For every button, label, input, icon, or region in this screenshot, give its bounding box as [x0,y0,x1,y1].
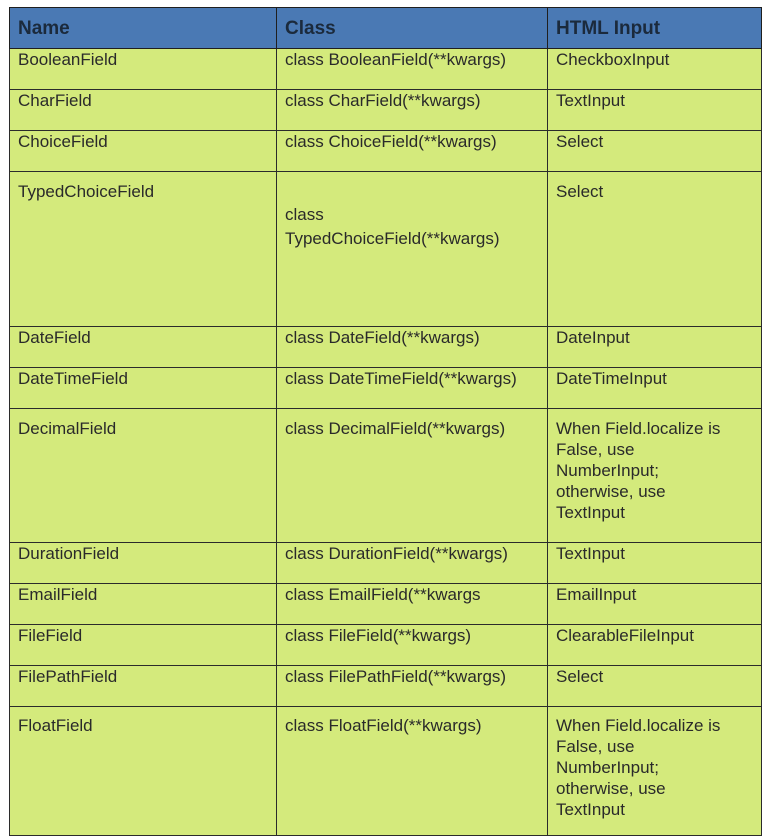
field-input: EmailInput [548,584,762,625]
field-input: DateTimeInput [548,368,762,409]
header-class: Class [277,8,548,49]
field-name: FilePathField [10,666,277,707]
field-name: DateField [10,327,277,368]
table-row [10,584,762,625]
table-row [10,49,762,90]
table-row [10,172,762,327]
table-row [10,90,762,131]
table-row [10,409,762,543]
field-class: class DateField(**kwargs) [277,327,548,368]
form-fields-table [9,7,762,836]
table-row [10,707,762,836]
table-header-row [10,8,762,49]
field-name: TypedChoiceField [10,172,277,327]
field-name: DurationField [10,543,277,584]
field-class: class FileField(**kwargs) [277,625,548,666]
field-name: CharField [10,90,277,131]
field-input: Select [548,666,762,707]
table-row [10,666,762,707]
field-name: FileField [10,625,277,666]
field-name: BooleanField [10,49,277,90]
field-input: When Field.localize is False, use NumberInput; otherwise, use TextInput [548,707,762,836]
table-row [10,327,762,368]
field-class: class ChoiceField(**kwargs) [277,131,548,172]
header-html-input: HTML Input [548,8,762,49]
field-input: ClearableFileInput [548,625,762,666]
field-class: class FilePathField(**kwargs) [277,666,548,707]
field-class: class DecimalField(**kwargs) [277,409,548,543]
header-name: Name [10,8,277,49]
field-input: Select [548,131,762,172]
field-class [277,172,548,327]
field-name: EmailField [10,584,277,625]
field-class: class FloatField(**kwargs) [277,707,548,836]
field-input: When Field.localize is False, use NumberInput; otherwise, use TextInput [548,409,762,543]
field-class: class DurationField(**kwargs) [277,543,548,584]
table-row [10,543,762,584]
field-name: ChoiceField [10,131,277,172]
field-name: FloatField [10,707,277,836]
field-class-line1: class [285,205,324,224]
table-row [10,625,762,666]
field-input: DateInput [548,327,762,368]
table-row [10,131,762,172]
field-class: class CharField(**kwargs) [277,90,548,131]
field-input: CheckboxInput [548,49,762,90]
field-class-line2: TypedChoiceField(**kwargs) [285,229,500,248]
table-row [10,368,762,409]
field-class: class EmailField(**kwargs [277,584,548,625]
field-name: DateTimeField [10,368,277,409]
field-class: class DateTimeField(**kwargs) [277,368,548,409]
field-input: Select [548,172,762,327]
field-class: class BooleanField(**kwargs) [277,49,548,90]
field-name: DecimalField [10,409,277,543]
field-input: TextInput [548,90,762,131]
field-input: TextInput [548,543,762,584]
